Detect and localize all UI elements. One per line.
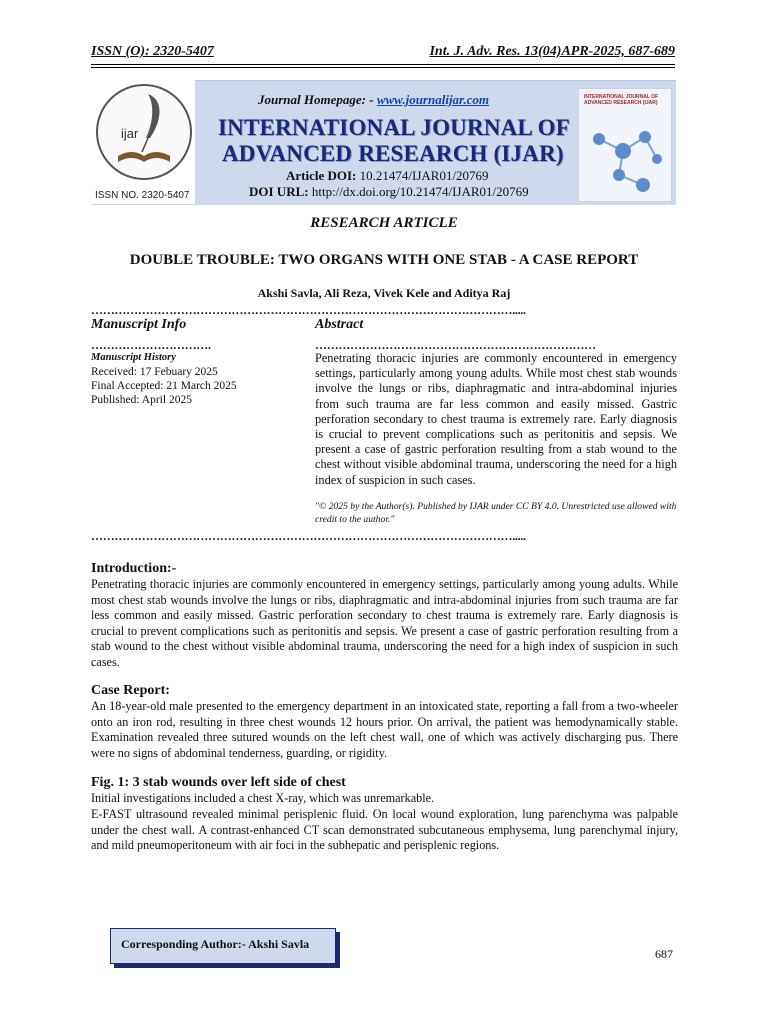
issn-header: ISSN (O): 2320-5407 [91, 44, 214, 59]
introduction-heading: Introduction:- [91, 561, 177, 576]
journal-homepage [258, 92, 489, 108]
manuscript-info-heading: Manuscript Info [91, 317, 187, 332]
dotted-divider-left: …………………………. [91, 339, 211, 351]
received-date: Received: 17 Febuary 2025 [91, 366, 218, 378]
doi-url [249, 184, 529, 200]
abstract-text: Penetrating thoracic injuries are commonly encountered in emergency settings, particularly among young adults. While most chest stab wounds involve the lungs or ribs, diaphragmatic and intra-abdominal injuries from such trauma are far less common and easily missed. Gastric perforation secondary to chest trauma is extremely rare. Early diagnosis is crucial to prevent complications such as peritonitis and sepsis. We present a case of gastric perforation resulting from a stab wound to the chest without visible abdominal trauma, underscoring the need for a high index of suspicion in such cases. [315, 351, 677, 487]
logo-text: ijar [121, 126, 139, 141]
header-rule [91, 64, 675, 68]
published-date: Published: April 2025 [91, 394, 192, 406]
quill-book-icon [98, 86, 190, 178]
doi-url-label: DOI URL: [249, 184, 309, 199]
page-number: 687 [655, 947, 673, 961]
introduction-text: Penetrating thoracic injuries are commonly encountered in emergency settings, particularly among young adults. While most chest stab wounds involve the lungs or ribs, diaphragmatic and intra-abdominal injuries from such trauma are far less common and easily missed. Gastric perforation secondary to chest trauma is extremely rare. Early diagnosis is crucial to prevent complications such as peritonitis and sepsis. We present a case of gastric perforation resulting from a stab wound to the chest without visible abdominal trauma, underscoring the need for a high index of suspicion in such cases. [91, 577, 678, 669]
homepage-link[interactable]: www.journalijar.com [376, 92, 490, 107]
doi-value: 10.21474/IJAR01/20769 [359, 168, 489, 183]
dotted-divider-bottom: ………………………………………………………………………………………………..... [91, 530, 526, 542]
history-label: Manuscript History [91, 352, 176, 363]
case-report-text: An 18-year-old male presented to the emergency department in an intoxicated state, reporting a fall from a two-wheeler onto an iron rod, resulting in three chest wounds 12 hours prior. On arrival, the patient was hemodynamically stable. Examination revealed three sutured wounds on the left chest wall, one of which was actively discharging pus. There were no signs of abdominal tenderness, guarding, or rigidity. [91, 699, 678, 760]
doi-label: Article DOI: [286, 168, 357, 183]
dotted-divider-right: ……………………………………………………………… [315, 339, 596, 351]
article-authors: Akshi Savla, Ali Reza, Vivek Kele and Aditya Raj [257, 286, 511, 300]
article-type: RESEARCH ARTICLE [310, 215, 458, 231]
article-doi [286, 168, 489, 184]
case-report-heading: Case Report: [91, 683, 170, 698]
dotted-divider: ………………………………………………………………………………………………..... [91, 304, 526, 316]
journal-logo [96, 84, 192, 180]
figure-caption: Fig. 1: 3 stab wounds over left side of chest [91, 775, 346, 790]
manuscript-history [91, 351, 237, 407]
investigations-line: Initial investigations included a chest X-ray, which was unremarkable. [91, 791, 435, 805]
article-title: DOUBLE TROUBLE: TWO ORGANS WITH ONE STAB - A CASE REPORT [129, 252, 639, 268]
homepage-label: Journal Homepage: - [258, 92, 374, 107]
findings-text: E-FAST ultrasound revealed minimal perisplenic fluid. On local wound exploration, lung parenchyma was palpable under the chest wall. A contrast-enhanced CT scan demonstrated subcutaneous emphysema, lung parenchymal injury, and mild pneumoperitoneum with air foci in the subhepatic and perisplenic regions. [91, 807, 678, 853]
accepted-date: Final Accepted: 21 March 2025 [91, 380, 237, 392]
abstract-heading: Abstract [315, 317, 364, 332]
logo-issn: ISSN NO. 2320-5407 [95, 190, 190, 201]
journal-title-line2: ADVANCED RESEARCH (IJAR) [222, 141, 564, 166]
corresponding-author: Corresponding Author:- Akshi Savla [121, 937, 310, 951]
citation-header: Int. J. Adv. Res. 13(04)APR-2025, 687-689 [429, 44, 675, 59]
cover-title: INTERNATIONAL JOURNAL OF ADVANCED RESEARCH (IJAR) [584, 94, 659, 106]
journal-title [218, 115, 570, 167]
journal-title-line1: INTERNATIONAL JOURNAL OF [218, 115, 570, 140]
license-note: "© 2025 by the Author(s). Published by IJAR under CC BY 4.0. Unrestricted use allowed with credit to the author." [315, 501, 677, 525]
doi-url-value[interactable]: http://dx.doi.org/10.21474/IJAR01/20769 [311, 184, 529, 199]
